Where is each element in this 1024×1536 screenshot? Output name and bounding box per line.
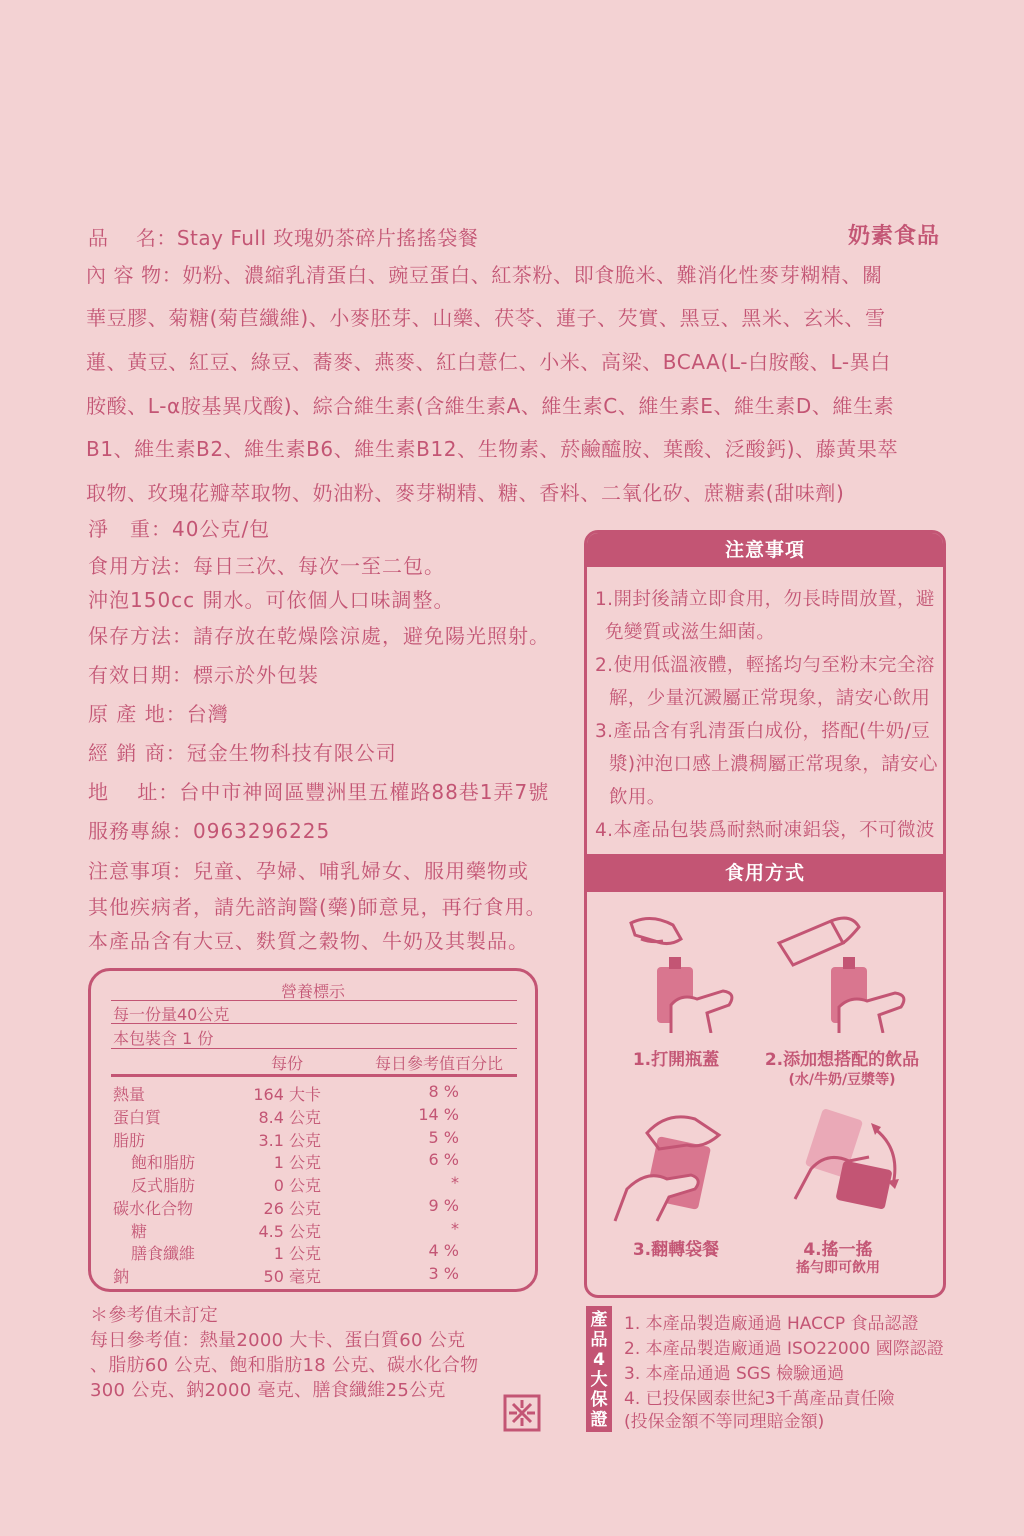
shake-icon	[783, 1109, 913, 1229]
storage-method: 保存方法：請存放在乾燥陰涼處，避免陽光照射。	[88, 624, 550, 648]
nutrition-row: 蛋白質 8.4 公克 14 %	[113, 1105, 459, 1127]
caution-line: 注意事項：兒童、孕婦、哺乳婦女、服用藥物或	[88, 859, 529, 883]
guarantee-line: 4. 已投保國泰世紀3千萬產品責任險	[624, 1389, 895, 1409]
ingredients-line: 蓮、黃豆、紅豆、綠豆、蕎麥、燕麥、紅白薏仁、小米、高梁、BCAA(L-白胺酸、L-異白	[86, 350, 891, 374]
nutrition-row: 反式脂肪 0 公克 *	[131, 1173, 459, 1195]
expiry-date: 有效日期：標示於外包裝	[88, 663, 319, 687]
distributor: 經 銷 商：冠金生物科技有限公司	[88, 741, 397, 765]
usage-title: 食用方式	[587, 854, 943, 892]
nutrition-row: 糖 4.5 公克 *	[131, 1219, 459, 1241]
guarantee-line: 2. 本產品製造廠通過 ISO22000 國際認證	[624, 1339, 944, 1359]
notice-line: 免變質或滋生細菌。	[605, 622, 776, 643]
step-4-label: 4.搖一搖	[803, 1240, 873, 1260]
ingredients-line: 內 容 物：奶粉、濃縮乳清蛋白、豌豆蛋白、紅茶粉、即食脆米、難消化性麥芽糊精、關	[86, 263, 883, 287]
notice-line: 1.開封後請立即食用，勿長時間放置，避	[595, 589, 935, 610]
notice-line: 飲用。	[609, 787, 666, 808]
step-2-label: 2.添加想搭配的飲品	[764, 1050, 920, 1070]
service-hotline: 服務專線：0963296225	[88, 819, 331, 843]
notice-line: 解，少量沉澱屬正常現象，請安心飲用	[609, 688, 931, 709]
flip-pouch-icon	[607, 1109, 737, 1229]
step-1-label: 1.打開瓶蓋	[632, 1050, 720, 1070]
step-4-sub: 搖勻即可飲用	[796, 1260, 880, 1276]
caution-line: 其他疾病者，請先諮詢醫(藥)師意見，再行食用。	[88, 895, 547, 919]
product-name: 品 名：Stay Full 玫瑰奶茶碎片搖搖袋餐	[88, 226, 479, 250]
usage-method: 食用方法：每日三次、每次一至二包。	[88, 554, 445, 578]
footnote-daily-ref: 300 公克、鈉2000 毫克、膳食纖維25公克	[90, 1380, 446, 1401]
pour-drink-icon	[771, 913, 921, 1033]
serving-size: 每一份量40公克	[113, 1005, 230, 1024]
caution-line: 本產品含有大豆、麩質之穀物、牛奶及其製品。	[88, 929, 529, 953]
ingredients-line: B1、維生素B2、維生素B6、維生素B12、生物素、菸鹼醯胺、葉酸、泛酸鈣)、藤黃果萃	[86, 437, 899, 461]
col-daily-value: 每日參考值百分比	[375, 1054, 504, 1073]
notice-title: 注意事項	[587, 533, 943, 567]
ingredients-line: 胺酸、L-α胺基異戊酸)、綜合維生素(含維生素A、維生素C、維生素E、維生素D、維生素	[86, 394, 895, 418]
notice-line: 2.使用低溫液體，輕搖均勻至粉末完全溶	[595, 655, 935, 676]
step-2-sub: (水/牛奶/豆漿等)	[788, 1072, 896, 1088]
nutrition-row: 膳食纖維 1 公克 4 %	[131, 1241, 459, 1263]
usage-method-2: 沖泡150cc 開水。可依個人口味調整。	[88, 588, 455, 612]
notice-panel	[584, 530, 946, 1298]
net-weight: 淨 重：40公克/包	[88, 517, 271, 541]
guarantee-line: 3. 本產品通過 SGS 檢驗通過	[624, 1364, 845, 1384]
guarantee-tag: 產 品 4 大 保 證	[586, 1306, 612, 1432]
footnote-daily-ref: 、脂肪60 公克、飽和脂肪18 公克、碳水化合物	[90, 1355, 479, 1376]
open-cap-icon	[611, 913, 741, 1033]
ingredients-line: 華豆膠、菊糖(菊苣纖維)、小麥胚芽、山藥、茯苓、蓮子、芡實、黑豆、黑米、玄米、雪	[86, 306, 886, 330]
nutrition-row: 鈉 50 毫克 3 %	[113, 1264, 459, 1286]
col-per-serving: 每份	[271, 1054, 304, 1073]
origin: 原 產 地：台灣	[88, 702, 229, 726]
nutrition-title: 營養標示	[280, 982, 345, 1001]
nutrition-row: 脂肪 3.1 公克 5 %	[113, 1128, 459, 1150]
nutrition-facts-box	[88, 968, 538, 1292]
notice-line: 漿)沖泡口感上濃稠屬正常現象，請安心	[609, 754, 938, 775]
ingredients-line: 取物、玫瑰花瓣萃取物、奶油粉、麥芽糊精、糖、香料、二氧化矽、蔗糖素(甜味劑)	[86, 481, 845, 505]
servings-per-package: 本包裝含 1 份	[113, 1029, 214, 1048]
notice-line: 4.本產品包裝爲耐熱耐凍鋁袋，不可微波	[595, 820, 935, 841]
footnote-daily-ref: 每日參考值：熱量2000 大卡、蛋白質60 公克	[90, 1330, 466, 1351]
footnote-not-established: ＊參考值未訂定	[90, 1305, 219, 1326]
recycle-icon	[503, 1394, 541, 1432]
step-3-label: 3.翻轉袋餐	[632, 1240, 720, 1260]
category-label: 奶素食品	[848, 224, 941, 249]
notice-line: 3.產品含有乳清蛋白成份，搭配(牛奶/豆	[595, 721, 931, 742]
address: 地 址：台中市神岡區豐洲里五權路88巷1弄7號	[88, 780, 550, 804]
guarantee-line: (投保金額不等同理賠金額)	[624, 1412, 825, 1432]
nutrition-row: 熱量 164 大卡 8 %	[113, 1082, 459, 1104]
nutrition-row: 碳水化合物 26 公克 9 %	[113, 1196, 459, 1218]
guarantee-line: 1. 本產品製造廠通過 HACCP 食品認證	[624, 1314, 919, 1334]
nutrition-row: 飽和脂肪 1 公克 6 %	[131, 1150, 459, 1172]
